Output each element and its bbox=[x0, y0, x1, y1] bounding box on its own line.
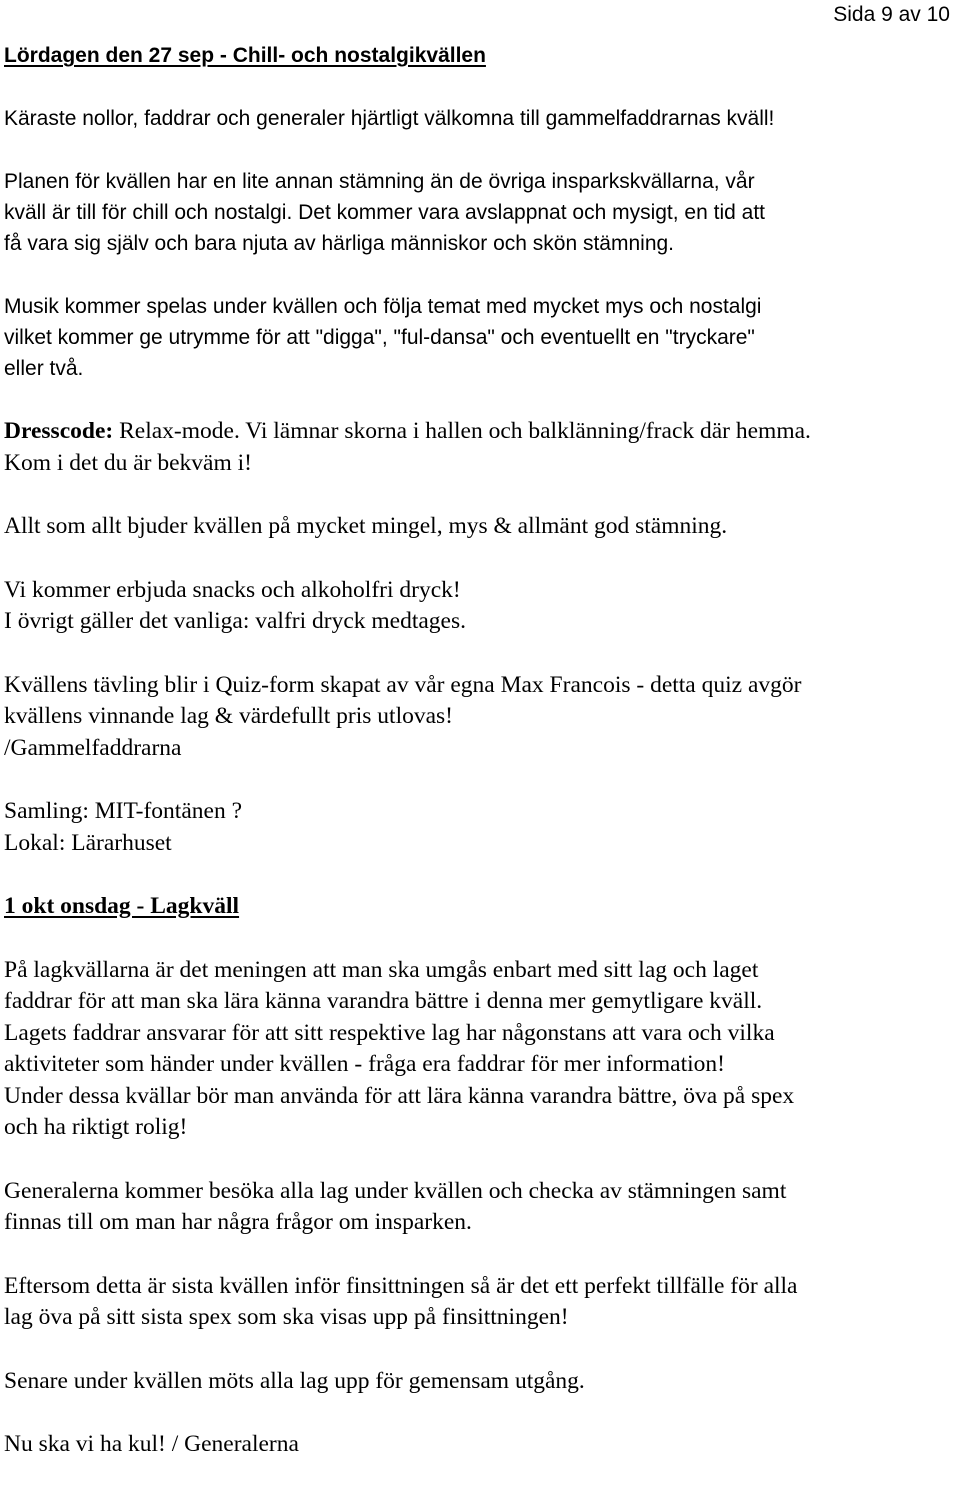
generals-line: finnas till om man har några frågor om insparken. bbox=[4, 1209, 472, 1235]
spex-line: lag öva på sitt sista spex som ska visas upp på finsittningen! bbox=[4, 1304, 569, 1330]
dresscode-line bbox=[4, 416, 954, 448]
gathering-place: Samling: MIT-fontänen ? bbox=[4, 798, 243, 824]
quiz-paragraph bbox=[4, 670, 954, 765]
later-line: Senare under kvällen möts alla lag upp för gemensam utgång. bbox=[4, 1367, 585, 1394]
music-line: Musik kommer spelas under kvällen och följa temat med mycket mys och nostalgi bbox=[4, 295, 762, 318]
dresscode-paragraph bbox=[4, 416, 954, 479]
welcome-paragraph bbox=[4, 103, 954, 134]
mingle-line: Allt som allt bjuder kvällen på mycket mingel, mys & allmänt god stämning. bbox=[4, 513, 728, 539]
spex-paragraph bbox=[4, 1271, 954, 1334]
venue: Lokal: Lärarhuset bbox=[4, 829, 172, 856]
snacks-line: Vi kommer erbjuda snacks och alkoholfri dryck! bbox=[4, 576, 461, 603]
intro-line: och ha riktigt rolig! bbox=[4, 1114, 188, 1140]
intro-line: Lagets faddrar ansvarar för att sitt respektive lag har någonstans att vara och vilka bbox=[4, 1019, 775, 1046]
document-body bbox=[4, 40, 954, 1493]
quiz-signature: /Gammelfaddrarna bbox=[4, 734, 182, 761]
section-heading-chill: Lördagen den 27 sep - Chill- och nostalgikvällen bbox=[4, 44, 486, 67]
lagkvall-intro-paragraph bbox=[4, 955, 954, 1144]
signoff-paragraph bbox=[4, 1429, 954, 1461]
music-paragraph bbox=[4, 291, 954, 384]
plan-line: Planen för kvällen har en lite annan stämning än de övriga insparkskvällarna, vår bbox=[4, 170, 755, 193]
intro-line: På lagkvällarna är det meningen att man ska umgås enbart med sitt lag och laget bbox=[4, 956, 759, 983]
later-paragraph bbox=[4, 1366, 954, 1398]
page-number: Sida 9 av 10 bbox=[833, 3, 950, 26]
quiz-line: kvällens vinnande lag & värdefullt pris utlovas! bbox=[4, 703, 454, 729]
welcome-line: Käraste nollor, faddrar och generaler hjärtligt välkomna till gammelfaddrarnas kväll! bbox=[4, 107, 775, 130]
location-paragraph bbox=[4, 796, 954, 859]
plan-line: få vara sig själv och bara njuta av härliga människor och skön stämning. bbox=[4, 232, 675, 255]
dresscode-line: Kom i det du är bekväm i! bbox=[4, 449, 252, 476]
music-line: vilket kommer ge utrymme för att "digga", "ful-dansa" och eventuellt en "tryckare" bbox=[4, 326, 755, 349]
mingle-paragraph bbox=[4, 511, 954, 543]
dresscode-label: Dresscode: bbox=[4, 418, 114, 444]
spex-line: Eftersom detta är sista kvällen inför finsittningen så är det ett perfekt tillfälle för alla bbox=[4, 1272, 798, 1299]
signoff-line: Nu ska vi ha kul! / Generalerna bbox=[4, 1431, 299, 1457]
intro-line: faddrar för att man ska lära känna varandra bättre i denna mer gemytligare kväll. bbox=[4, 988, 763, 1014]
dresscode-text: Relax-mode. Vi lämnar skorna i hallen och balklänning/frack där hemma. bbox=[113, 418, 811, 444]
generals-paragraph bbox=[4, 1176, 954, 1239]
intro-line: Under dessa kvällar bör man använda för att lära känna varandra bättre, öva på spex bbox=[4, 1082, 795, 1109]
intro-line: aktiviteter som händer under kvällen - fråga era faddrar för mer information! bbox=[4, 1051, 725, 1077]
section-heading-lagkvall: 1 okt onsdag - Lagkväll bbox=[4, 893, 240, 919]
music-line: eller två. bbox=[4, 357, 84, 380]
plan-paragraph bbox=[4, 166, 954, 259]
plan-line: kväll är till för chill och nostalgi. Det kommer vara avslappnat och mysigt, en tid att bbox=[4, 201, 765, 224]
snacks-line: I övrigt gäller det vanliga: valfri dryck medtages. bbox=[4, 608, 467, 634]
snacks-paragraph bbox=[4, 575, 954, 638]
quiz-line: Kvällens tävling blir i Quiz-form skapat av vår egna Max Francois - detta quiz avgör bbox=[4, 671, 802, 698]
generals-line: Generalerna kommer besöka alla lag under kvällen och checka av stämningen samt bbox=[4, 1177, 787, 1204]
